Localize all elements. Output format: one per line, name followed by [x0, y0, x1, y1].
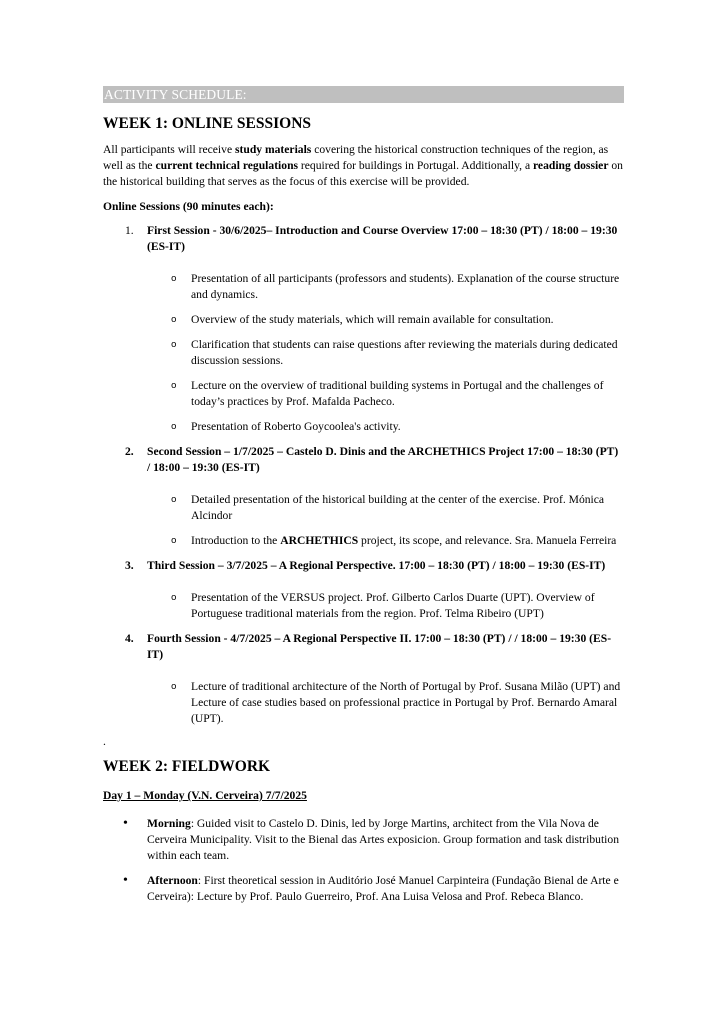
list-item: o Presentation of all participants (professors and students). Explanation of the course structure and dynamics.: [171, 272, 620, 301]
list-item: o Introduction to the ARCHETHICS project, its scope, and relevance. Sra. Manuela Ferreira: [171, 534, 617, 547]
session-items: [147, 679, 624, 727]
circle-bullet-icon: o: [171, 315, 177, 325]
session-title: Fourth Session - 4/7/2025 – A Regional Perspective II. 17:00 – 18:30 (PT) / / 18:00 – 19:30 (ES-IT): [147, 632, 612, 661]
session-items: [147, 492, 624, 549]
list-item: o Presentation of Roberto Goycoolea's activity.: [171, 420, 401, 433]
list-item: o Detailed presentation of the historical building at the center of the exercise. Prof. Mónica Alcindor: [171, 493, 605, 522]
day1-heading: Day 1 – Monday (V.N. Cerveira) 7/7/2025: [103, 789, 307, 802]
list-item: o Overview of the study materials, which will remain available for consultation.: [171, 313, 554, 326]
list-item: • Afternoon: First theoretical session in Auditório José Manuel Carpinteira (Fundação Bienal de Arte e Cerveira): Lecture by Prof. Paulo Guerreiro, Prof. Ana Luisa Velosa and Prof. Rebeca Blanco.: [123, 873, 619, 903]
session-number: 4.: [125, 632, 134, 645]
session-number: 2.: [125, 445, 134, 458]
circle-bullet-icon: o: [171, 274, 177, 284]
week1-intro: All participants will receive study materials covering the historical construction techniques of the region, as well as the current technical regulations required for buildings in Portugal. Additionally, a reading dossier on the historical building that serves as the focus of this exercise will be provided.: [103, 143, 623, 188]
circle-bullet-icon: o: [171, 340, 177, 350]
week2-heading: WEEK 2: FIELDWORK: [103, 758, 271, 775]
circle-bullet-icon: o: [171, 593, 177, 603]
circle-bullet-icon: o: [171, 536, 177, 546]
circle-bullet-icon: o: [171, 422, 177, 432]
online-sessions-heading: Online Sessions (90 minutes each):: [103, 200, 274, 213]
circle-bullet-icon: o: [171, 381, 177, 391]
bullet-icon: •: [123, 816, 128, 831]
bullet-icon: •: [123, 873, 128, 888]
session-title: Second Session – 1/7/2025 – Castelo D. Dinis and the ARCHETHICS Project 17:00 – 18:30 (PT) / 18:00 – 19:30 (ES-IT): [147, 445, 619, 474]
session-number: 1.: [125, 224, 134, 237]
circle-bullet-icon: o: [171, 495, 177, 505]
sessions-list: [103, 223, 624, 727]
session-title: First Session - 30/6/2025– Introduction and Course Overview 17:00 – 18:30 (PT) / 18:00 – 19:30 (ES-IT): [147, 224, 618, 253]
session-title: Third Session – 3/7/2025 – A Regional Perspective. 17:00 – 18:30 (PT) / 18:00 – 19:30 (ES-IT): [147, 559, 606, 572]
session-4: [103, 631, 624, 727]
list-item: • Morning: Guided visit to Castelo D. Dinis, led by Jorge Martins, architect from the Vila Nova de Cerveira Municipality. Visit to the Bienal das Artes exposicion. Group formation and task distribution within each team.: [123, 816, 619, 862]
session-items: [147, 590, 624, 622]
session-number: 3.: [125, 559, 134, 572]
list-item: o Lecture on the overview of traditional building systems in Portugal and the challenges of today’s practices by Prof. Mafalda Pacheco.: [171, 379, 604, 408]
session-3: [103, 558, 624, 622]
stray-period: .: [103, 735, 106, 748]
document-page: [103, 86, 624, 914]
day1-activities: [103, 816, 624, 905]
list-item: o Lecture of traditional architecture of the North of Portugal by Prof. Susana Milão (UPT) and Lecture of case studies based on professional practice in Portugal by Prof. Bernardo Amaral (UPT).: [171, 680, 621, 725]
circle-bullet-icon: o: [171, 682, 177, 692]
activity-schedule-banner: ACTIVITY SCHEDULE:: [103, 86, 624, 103]
week1-heading: WEEK 1: ONLINE SESSIONS: [103, 115, 312, 132]
session-1: [103, 223, 624, 435]
list-item: o Presentation of the VERSUS project. Prof. Gilberto Carlos Duarte (UPT). Overview of Portuguese traditional materials from the region. Prof. Telma Ribeiro (UPT): [171, 591, 595, 620]
session-items: [147, 271, 624, 435]
session-2: [103, 444, 624, 549]
list-item: o Clarification that students can raise questions after reviewing the materials during dedicated discussion sessions.: [171, 338, 618, 367]
